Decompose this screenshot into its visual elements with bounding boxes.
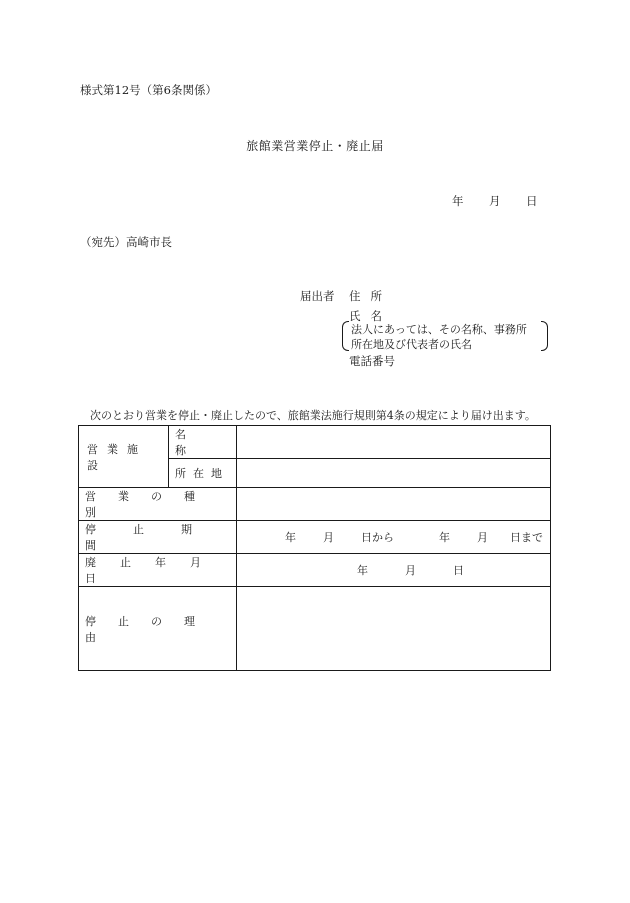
abolition-month: 月 (405, 564, 416, 577)
phone-label: 電話番号 (349, 354, 395, 368)
facility-label-text: 営業施設 (87, 442, 147, 472)
facility-location-input[interactable] (237, 459, 551, 488)
suspension-period-input[interactable] (237, 521, 551, 554)
bracket-right (541, 321, 548, 351)
corporation-note-line1: 法人にあっては、その名称、事務所 (351, 323, 527, 336)
date-year: 年 (452, 194, 464, 208)
facility-name-input[interactable] (237, 426, 551, 459)
date-line (452, 193, 538, 209)
date-month: 月 (489, 194, 501, 208)
abolition-day: 日 (453, 564, 464, 577)
business-type-label-cell (79, 488, 237, 521)
suspension-period-label: 停止期間 (85, 523, 229, 552)
facility-location-label: 所在地 (175, 467, 229, 480)
facility-name-label-cell (169, 426, 237, 459)
notifier-label: 届出者 (300, 289, 335, 303)
facility-name-label: 名称 (175, 428, 212, 457)
suspension-reason-label-cell (79, 587, 237, 671)
bracket-left (342, 321, 349, 351)
period-to-day: 日まで (510, 531, 543, 544)
form-number: 様式第12号（第6条関係） (80, 83, 217, 97)
abolition-date-input[interactable] (237, 554, 551, 587)
period-to-month: 月 (477, 531, 488, 544)
abolition-year: 年 (357, 564, 368, 577)
suspension-reason-label: 停止の理由 (85, 614, 217, 644)
date-day: 日 (526, 194, 538, 208)
suspension-reason-input[interactable] (237, 587, 551, 671)
address-label: 住所 (349, 289, 392, 303)
abolition-date-label: 廃止年月日 (85, 556, 225, 585)
facility-label (85, 441, 162, 473)
period-from-year: 年 (285, 531, 296, 544)
intro-text: 次のとおり営業を停止・廃止したので、旅館業法施行規則第4条の規定により届け出ます。 (90, 409, 536, 422)
period-from-day: 日から (361, 531, 394, 544)
facility-label-cell (79, 426, 169, 488)
business-type-label: 営業の種別 (85, 490, 217, 519)
addressee: （宛先）高崎市長 (80, 235, 172, 249)
abolition-date-label-cell (79, 554, 237, 587)
period-to-year: 年 (439, 531, 450, 544)
name-label: 氏名 (349, 309, 392, 323)
corporation-note (342, 321, 548, 351)
suspension-period-label-cell (79, 521, 237, 554)
period-from-month: 月 (323, 531, 334, 544)
corporation-note-line2: 所在地及び代表者の氏名 (351, 338, 472, 351)
business-type-input[interactable] (237, 488, 551, 521)
form-table (78, 425, 551, 671)
document-title: 旅館業営業停止・廃止届 (246, 139, 384, 153)
facility-location-label-cell (169, 459, 237, 488)
